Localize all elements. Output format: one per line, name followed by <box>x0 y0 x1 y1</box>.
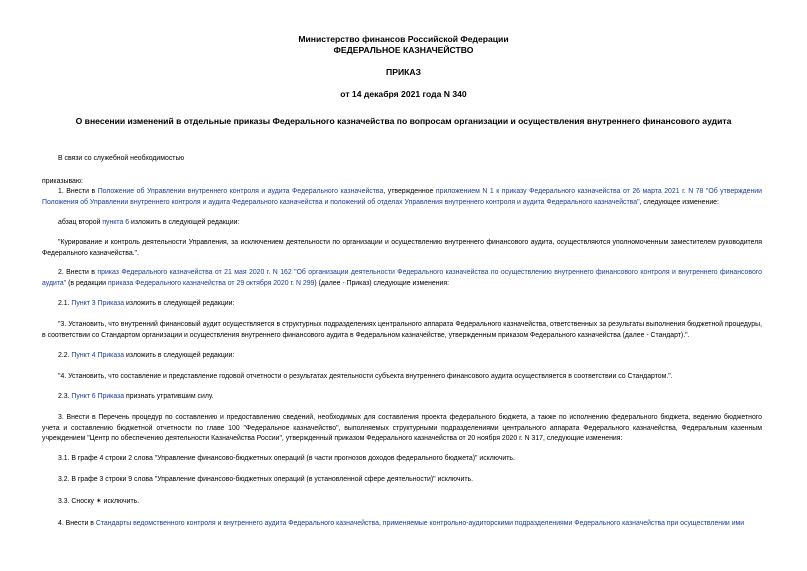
agency-heading: ФЕДЕРАЛЬНОЕ КАЗНАЧЕЙСТВО <box>333 45 474 55</box>
p2-link-order-299[interactable]: приказа Федерального казначейства от 29 октября 2020 г. N 299 <box>107 279 315 287</box>
p2-text-a: 2. Внести в <box>58 269 98 276</box>
p1-text-c: , следующее изменение: <box>639 198 719 206</box>
p4-link-standards[interactable]: Стандарты ведомственного контроля и внутреннего аудита Федерального казначейства, применяемые контрольно-аудиторскими подразделениями Федерального казначейства при осуществлении ими <box>95 520 745 527</box>
document-title: О внесении изменений в отдельные приказы Федерального казначейства по вопросам организации и осуществления внутреннего финансового аудита <box>75 116 732 126</box>
p2-1-link-point-3[interactable]: Пункт 3 Приказа <box>71 300 125 307</box>
paragraph-4 <box>58 519 778 530</box>
p1-text-b: , утвержденное <box>383 188 436 195</box>
paragraph-2-3 <box>58 392 758 403</box>
p2-2-text-b: изложить в следующей редакции: <box>124 352 235 359</box>
paragraph-2-2 <box>58 351 758 362</box>
paragraph-2-1-quote: "3. Установить, что внутренний финансовый аудит осуществляется в структурных подразделениях центрального аппарата Федерального казначейства, ответственных за результаты выполнения бюджетной процедуры, в соответствии со Стандартом организации и осуществления внутреннего финансового аудита в Федеральном казначействе, утвержденным приказом Федерального казначейства (далее - Стандарт).". <box>42 321 762 339</box>
p1-text-a: 1. Внести в <box>58 188 98 195</box>
p4-text-a: 4. Внести в <box>58 520 96 527</box>
paragraph-2-1 <box>58 299 758 310</box>
paragraph-3-2: 3.2. В графе 3 строки 9 слова "Управление финансово-бюджетных операций (в установленной сфере деятельности)" исключить. <box>58 476 473 483</box>
paragraph-3-1: 3.1. В графе 4 строки 2 слова "Управление финансово-бюджетных операций (в части прогнозов доходов федерального бюджета)" исключить. <box>58 455 515 462</box>
p2-1-text-b: изложить в следующей редакции: <box>124 300 235 307</box>
p2-text-b: (в редакции <box>66 279 108 287</box>
p1-link-order-78[interactable]: приложением N 1 к приказу Федерального казначейства от 26 марта 2021 г. N 78 "Об утверждении Положения об Управлении внутреннего контроля и аудита Федерального казначейства и положений об отделах Управления внутреннего контроля и аудита Федерального казначейства" <box>42 188 762 206</box>
paragraph-2-2-quote: "4. Установить, что составление и представление годовой отчетности о результатах деятельности субъекта внутреннего финансового аудита осуществляется в соответствии со Стандартом.". <box>58 373 673 380</box>
p1-link-regulation[interactable]: Положение об Управлении внутреннего контроля и аудита Федерального казначейства <box>97 188 384 195</box>
p2-text-c: ) (далее - Приказ) следующие изменения: <box>314 279 450 287</box>
p2-1-text-a: 2.1. <box>58 300 72 307</box>
order-word: приказываю: <box>42 178 83 185</box>
p2-2-link-point-4[interactable]: Пункт 4 Приказа <box>71 352 125 359</box>
p1-1-link-point-6[interactable]: пункта 6 <box>102 219 130 226</box>
p1-1-text-b: изложить в следующей редакции: <box>129 219 240 226</box>
ministry-heading: Министерство финансов Российской Федерации <box>298 34 509 44</box>
intro-text: В связи со служебной необходимостью <box>58 155 185 162</box>
p2-3-link-point-6[interactable]: Пункт 6 Приказа <box>71 393 125 400</box>
doc-type-heading: ПРИКАЗ <box>386 67 421 77</box>
p2-link-order-162[interactable]: приказ Федерального казначейства от 21 мая 2020 г. N 162 "Об организации деятельности Федерального казначейства по осуществлению внутреннего финансового контроля и внутреннего финансового аудита" <box>42 269 762 287</box>
p1-1-text-a: абзац второй <box>58 219 103 226</box>
paragraph-3: 3. Внести в Перечень процедур по составлению и предоставлению сведений, необходимых для составления проекта федерального бюджета, а также по исполнению федерального бюджета, ведению бюджетного учета и составлению бюджетной отчетности по главе 100 "Федеральное казначейство", выполняемых структурными подразделениями центрального аппарата Федерального казначейства, Федеральным казенным учреждением "Центр по обеспечению деятельности Казначейства России", утвержденный приказом Федерального казначейства от 20 ноября 2020 г. N 317, следующие изменения: <box>42 414 762 442</box>
paragraph-3-3: 3.3. Сноску ✶ исключить. <box>58 498 140 505</box>
paragraph-1 <box>42 187 762 208</box>
paragraph-1-quote: "Курирование и контроль деятельности Управления, за исключением деятельности по организации и осуществлению внутреннего финансового аудита, осуществляются уполномоченным заместителем руководителя Федерального казначейства.". <box>42 239 762 257</box>
p2-3-text-b: признать утратившим силу. <box>124 393 214 400</box>
paragraph-2 <box>42 268 762 289</box>
date-number-heading: от 14 декабря 2021 года N 340 <box>340 89 467 99</box>
paragraph-1-1 <box>58 218 758 229</box>
p2-3-text-a: 2.3. <box>58 393 72 400</box>
p2-2-text-a: 2.2. <box>58 352 72 359</box>
